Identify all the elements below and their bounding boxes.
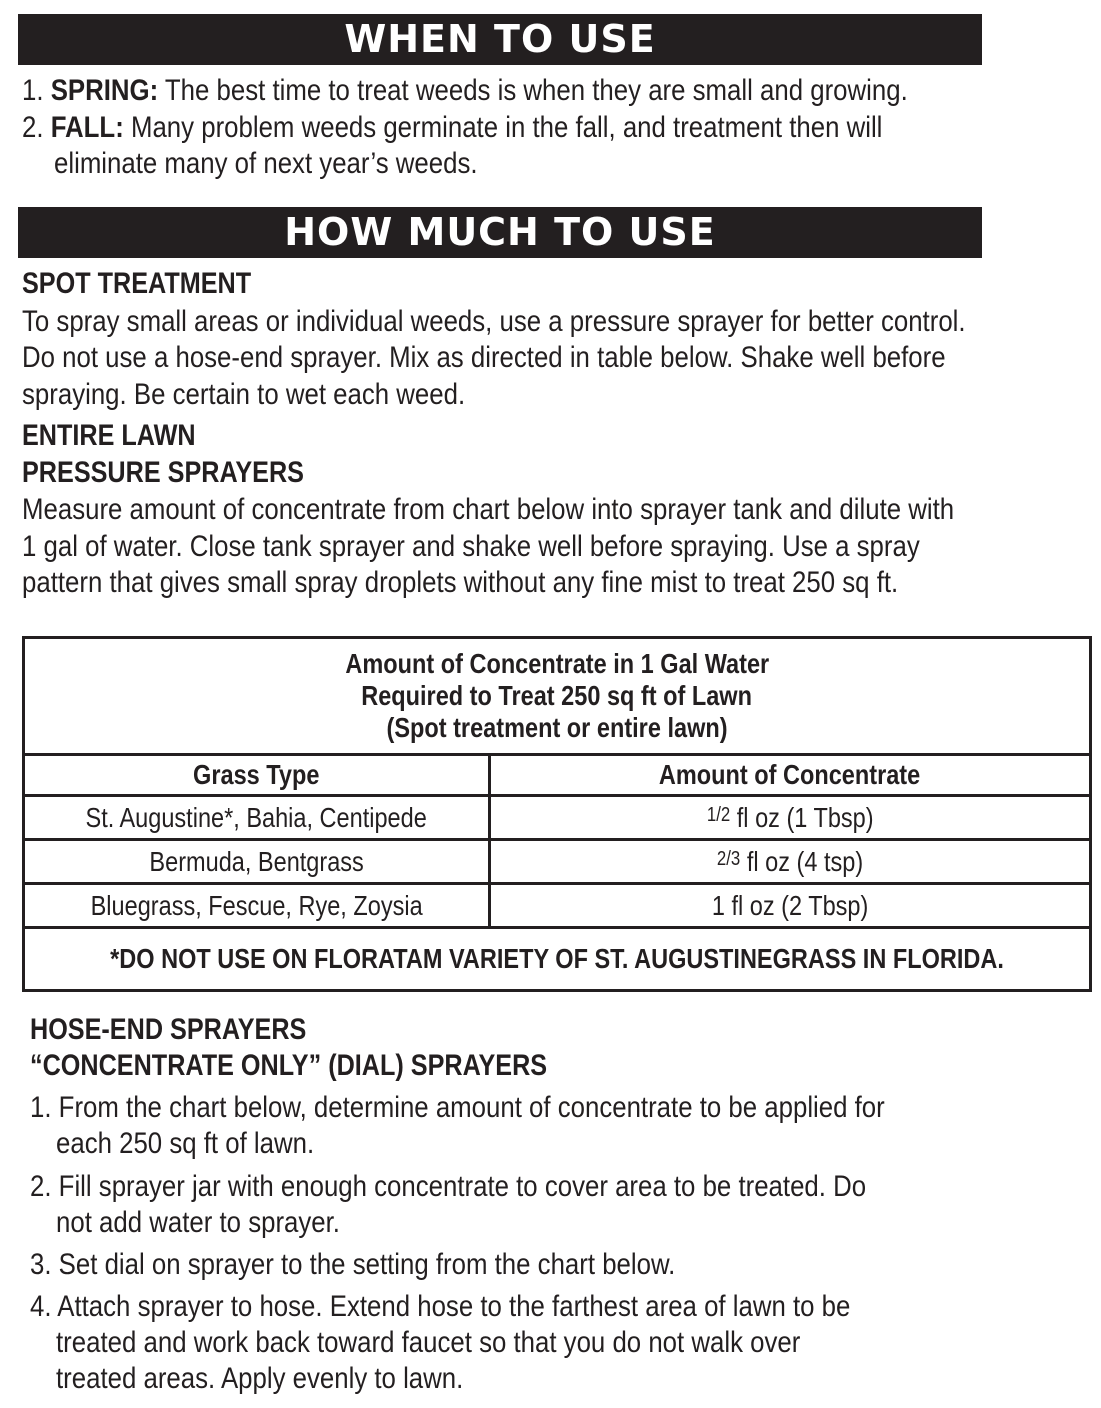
when-item-label: FALL: — [50, 111, 124, 144]
table-footnote: *DO NOT USE ON FLORATAM VARIETY OF ST. AUGUSTINEGRASS IN FLORIDA. — [24, 928, 1091, 991]
table-row — [24, 796, 1091, 840]
step-4-continued-2: treated areas. Apply evenly to lawn. — [56, 1362, 464, 1395]
amount-fraction: 1/2 — [706, 803, 731, 826]
when-item-fall — [22, 110, 1022, 146]
how-much-title: HOW MUCH TO USE — [284, 210, 716, 254]
table-title-line: Amount of Concentrate in 1 Gal Water — [345, 648, 769, 679]
grass-type-cell: St. Augustine*, Bahia, Centipede — [24, 796, 490, 840]
step-4: 4. Attach sprayer to hose. Extend hose to the farthest area of lawn to be — [30, 1290, 851, 1323]
step-1: 1. From the chart below, determine amount of concentrate to be applied for — [30, 1091, 885, 1124]
grass-type-cell: Bermuda, Bentgrass — [24, 840, 490, 884]
hose-end-heading: HOSE-END SPRAYERS — [30, 1013, 307, 1046]
column-header-amount: Amount of Concentrate — [490, 755, 1091, 796]
spot-line-3: spraying. Be certain to wet each weed. — [22, 378, 466, 411]
amount-fraction: 2/3 — [716, 847, 741, 870]
table-title-line: Required to Treat 250 sq ft of Lawn — [361, 680, 753, 711]
when-item-text: Many problem weeds germinate in the fall, and treatment then will — [123, 111, 883, 144]
table-title-line: (Spot treatment or entire lawn) — [386, 712, 728, 743]
pressure-line-2: 1 gal of water. Close tank sprayer and shake well before spraying. Use a spray — [22, 530, 920, 563]
when-item-spring — [22, 73, 1052, 109]
step-2-continued: not add water to sprayer. — [56, 1206, 340, 1239]
step-1-continued: each 250 sq ft of lawn. — [56, 1127, 315, 1160]
when-item-text-continued: eliminate many of next year’s weeds. — [54, 147, 478, 180]
when-item-number: 2. — [22, 111, 44, 144]
spot-treatment-heading: SPOT TREATMENT — [22, 267, 252, 300]
entire-lawn-heading: ENTIRE LAWN — [22, 419, 196, 452]
step-4-continued: treated and work back toward faucet so that you do not walk over — [56, 1326, 801, 1359]
step-2: 2. Fill sprayer jar with enough concentrate to cover area to be treated. Do — [30, 1170, 867, 1203]
grass-type-cell: Bluegrass, Fescue, Rye, Zoysia — [24, 884, 490, 928]
when-to-use-banner — [18, 14, 982, 65]
pressure-line-3: pattern that gives small spray droplets without any fine mist to treat 250 sq ft. — [22, 566, 899, 599]
spot-line-1: To spray small areas or individual weeds, use a pressure sprayer for better control. — [22, 305, 966, 338]
table-row — [24, 884, 1091, 928]
column-header-grass-type: Grass Type — [24, 755, 490, 796]
pressure-line-1: Measure amount of concentrate from chart below into sprayer tank and dilute with — [22, 493, 955, 526]
amount-cell: $^{2/3}$ fl oz (4 tsp) — [490, 840, 1091, 884]
when-item-label: SPRING: — [50, 74, 159, 107]
table-title — [24, 638, 1091, 755]
when-item-fall-continued — [54, 146, 546, 182]
spot-line-2: Do not use a hose-end sprayer. Mix as directed in table below. Shake well before — [22, 341, 946, 374]
when-to-use-title: WHEN TO USE — [344, 17, 656, 61]
amount-cell: $^{1/2}$ fl oz (1 Tbsp) — [490, 796, 1091, 840]
dial-sprayers-heading: “CONCENTRATE ONLY” (DIAL) SPRAYERS — [30, 1049, 548, 1082]
table-row — [24, 840, 1091, 884]
amount-cell: 1 fl oz (2 Tbsp) — [490, 884, 1091, 928]
when-item-text: The best time to treat weeds is when they are small and growing. — [158, 74, 908, 107]
when-item-number: 1. — [22, 74, 44, 107]
how-much-banner — [18, 207, 982, 258]
concentrate-table — [22, 636, 1092, 992]
step-3: 3. Set dial on sprayer to the setting from the chart below. — [30, 1248, 676, 1281]
pressure-sprayers-heading: PRESSURE SPRAYERS — [22, 456, 304, 489]
